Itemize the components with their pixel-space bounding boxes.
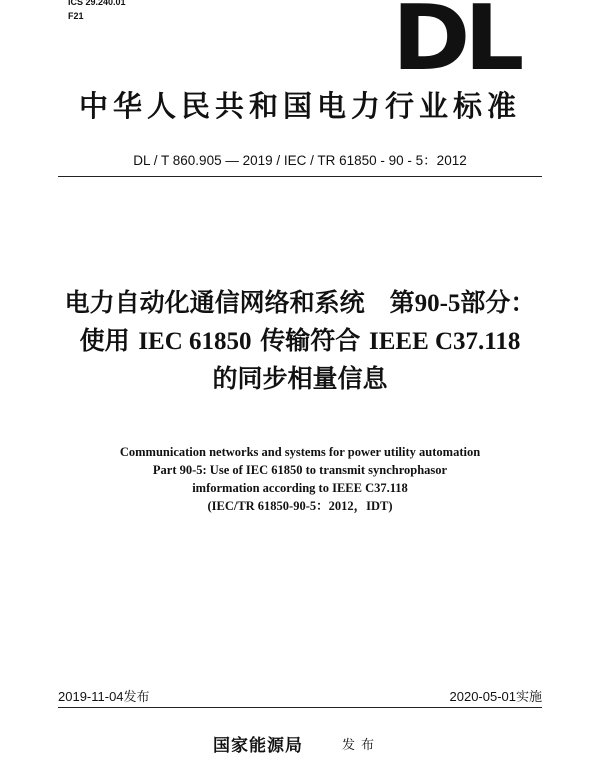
- publish-date: 2019-11-04发布: [58, 689, 150, 704]
- english-title-line-2: Part 90-5: Use of IEC 61850 to transmit synchrophasor: [152, 463, 448, 477]
- english-title: [0, 443, 600, 515]
- chinese-title-line-3: 的同步相量信息: [212, 364, 388, 393]
- issuing-authority: 国家能源局: [213, 736, 303, 756]
- issue-label: 发布: [342, 738, 381, 753]
- english-title-line-3: imformation according to IEEE C37.118: [192, 481, 408, 495]
- chinese-title-line-1: 电力自动化通信网络和系统 第90-5部分：: [64, 288, 536, 317]
- chinese-title: [0, 284, 600, 397]
- standard-category: 中华人民共和国电力行业标准: [78, 89, 521, 123]
- classification-code: F21: [68, 11, 84, 21]
- implement-date: 2020-05-01实施: [449, 689, 542, 704]
- english-title-line-1: Communication networks and systems for power utility automation: [119, 445, 481, 459]
- bottom-divider: [58, 707, 542, 708]
- dl-logo: DL: [392, 0, 519, 91]
- chinese-title-line-2: 使用 IEC 61850 传输符合 IEEE C37.118: [79, 326, 521, 355]
- standard-number: DL / T 860.905 — 2019 / IEC / TR 61850 - 90 - 5：2012: [133, 153, 467, 168]
- ics-code: ICS 29.240.01: [68, 0, 126, 7]
- top-divider: [58, 176, 542, 177]
- english-title-line-4: (IEC/TR 61850-90-5：2012，IDT): [207, 499, 393, 513]
